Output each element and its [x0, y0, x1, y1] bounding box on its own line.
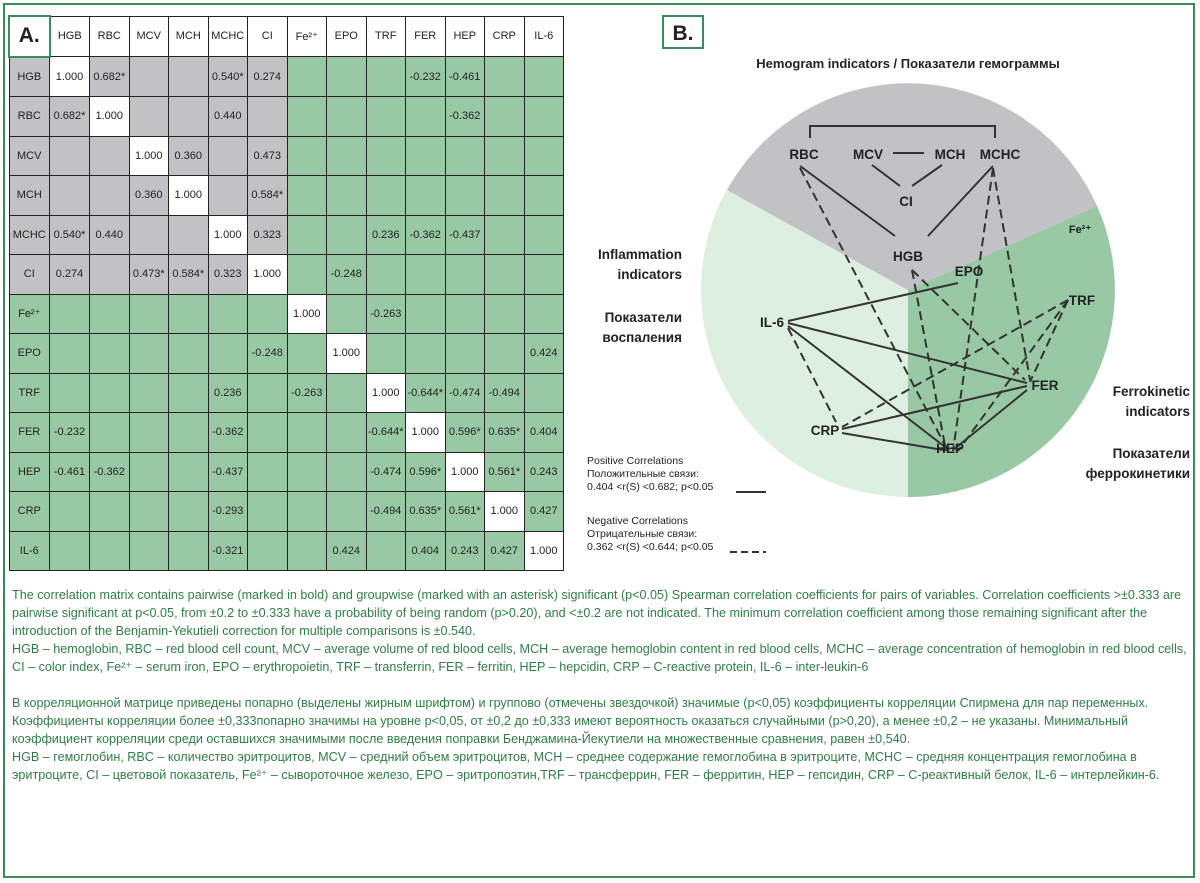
matrix-cell [287, 97, 327, 137]
matrix-cell: 0.584* [248, 176, 288, 216]
matrix-cell: 0.274 [248, 57, 288, 97]
matrix-cell [90, 294, 130, 334]
matrix-cell [287, 215, 327, 255]
matrix-cell [485, 334, 525, 374]
matrix-row [9, 97, 564, 137]
matrix-cell [50, 492, 90, 532]
legend-positive-title: Positive Correlations [587, 455, 684, 467]
matrix-cell [366, 255, 406, 295]
matrix-cell [129, 294, 169, 334]
matrix-cell: -0.232 [50, 413, 90, 453]
matrix-cell [524, 373, 564, 413]
matrix-cell: 0.473* [129, 255, 169, 295]
matrix-cell: 0.540* [50, 215, 90, 255]
matrix-row [9, 255, 564, 295]
matrix-cell [406, 334, 446, 374]
matrix-cell [366, 57, 406, 97]
matrix-cell: 0.427 [524, 492, 564, 532]
matrix-diagonal-cell: 1.000 [169, 176, 209, 216]
matrix-cell [366, 97, 406, 137]
matrix-cell [366, 334, 406, 374]
matrix-cell [524, 176, 564, 216]
legend-negative-title-ru: Отрицательные связи: [587, 528, 698, 540]
matrix-cell [485, 215, 525, 255]
matrix-row-header: MCHC [9, 215, 50, 255]
matrix-cell [169, 452, 209, 492]
matrix-cell [524, 215, 564, 255]
matrix-cell [485, 176, 525, 216]
legend-positive-range: 0.404 <r(S) <0.682; p<0.05 [587, 481, 714, 493]
matrix-cell [208, 294, 248, 334]
matrix-cell [129, 373, 169, 413]
matrix-cell [366, 136, 406, 176]
matrix-cell [129, 452, 169, 492]
matrix-cell [524, 97, 564, 137]
matrix-column-header: EPO [327, 16, 367, 57]
matrix-cell [169, 334, 209, 374]
matrix-cell [248, 413, 288, 453]
matrix-row [9, 136, 564, 176]
matrix-cell: -0.494 [366, 492, 406, 532]
caption-en-paragraph-1: The correlation matrix contains pairwise (marked in bold) and groupwise (marked with an asterisk) significant (p˂0.05) Spearman correlation coefficients for pairs of variables. Correlation coefficients >±0.333 are pairwise significant at p<0.05, from ±0.2 to ±0.333 have a probability of being random (p>0.20), and <±0.2 are not indicated. The minimum correlation coefficient among those remaining significant after the introduction of the Benjamin-Yekutieli correction for multiple comparisons is ±0.540. [12, 588, 1182, 638]
matrix-cell [485, 255, 525, 295]
matrix-row [9, 413, 564, 453]
matrix-column-header: FER [406, 16, 446, 57]
matrix-cell: -0.321 [208, 531, 248, 571]
matrix-diagonal-cell: 1.000 [129, 136, 169, 176]
inflammation-title-ru-1: Показатели [604, 310, 682, 325]
matrix-cell: 0.561* [445, 492, 485, 532]
node-mchc: MCHC [979, 147, 1021, 162]
matrix-row [9, 294, 564, 334]
matrix-cell [524, 255, 564, 295]
matrix-cell [50, 334, 90, 374]
matrix-column-header: TRF [366, 16, 406, 57]
matrix-cell [90, 492, 130, 532]
inflammation-title-en-2: indicators [617, 267, 682, 282]
matrix-cell [287, 176, 327, 216]
matrix-cell [524, 57, 564, 97]
matrix-header-row [9, 16, 564, 57]
matrix-cell: 0.473 [248, 136, 288, 176]
matrix-cell [287, 334, 327, 374]
matrix-cell [169, 492, 209, 532]
matrix-cell: 0.561* [485, 452, 525, 492]
matrix-column-header: HEP [445, 16, 485, 57]
matrix-cell: -0.437 [445, 215, 485, 255]
matrix-cell [445, 255, 485, 295]
matrix-cell: -0.362 [406, 215, 446, 255]
matrix-cell [90, 136, 130, 176]
matrix-cell [485, 97, 525, 137]
node-fe: Fe²⁺ [1068, 224, 1092, 236]
matrix-cell [524, 136, 564, 176]
matrix-diagonal-cell: 1.000 [90, 97, 130, 137]
matrix-cell: -0.232 [406, 57, 446, 97]
matrix-diagonal-cell: 1.000 [406, 413, 446, 453]
matrix-column-header: Fe²⁺ [287, 16, 327, 57]
ferrokinetic-title-ru-1: Показатели [1112, 446, 1190, 461]
matrix-cell [129, 413, 169, 453]
matrix-cell [445, 294, 485, 334]
node-fer: FER [1031, 378, 1059, 393]
matrix-cell [287, 255, 327, 295]
matrix-diagonal-cell: 1.000 [208, 215, 248, 255]
ferrokinetic-title-ru-2: феррокинетики [1085, 466, 1190, 481]
legend-positive-title-ru: Положительные связи: [587, 468, 699, 480]
matrix-cell: -0.437 [208, 452, 248, 492]
matrix-cell [90, 413, 130, 453]
matrix-cell: 0.404 [524, 413, 564, 453]
matrix-row-header: HGB [9, 57, 50, 97]
node-ci: CI [899, 194, 913, 209]
matrix-cell [406, 97, 446, 137]
matrix-cell: -0.248 [248, 334, 288, 374]
matrix-row-header: IL-6 [9, 531, 50, 571]
matrix-cell [327, 294, 367, 334]
matrix-cell [406, 255, 446, 295]
matrix-cell [248, 97, 288, 137]
matrix-cell [90, 373, 130, 413]
matrix-cell [248, 531, 288, 571]
matrix-cell: 0.243 [524, 452, 564, 492]
matrix-cell: -0.362 [90, 452, 130, 492]
legend-negative-title: Negative Correlations [587, 515, 688, 527]
matrix-cell [445, 334, 485, 374]
matrix-cell: 0.440 [90, 215, 130, 255]
matrix-cell [90, 176, 130, 216]
matrix-diagonal-cell: 1.000 [287, 294, 327, 334]
matrix-cell [169, 413, 209, 453]
matrix-cell: 0.360 [129, 176, 169, 216]
matrix-cell [366, 531, 406, 571]
node-mch: MCH [934, 147, 966, 162]
matrix-cell: 0.236 [366, 215, 406, 255]
matrix-column-header: CRP [485, 16, 525, 57]
matrix-row [9, 492, 564, 532]
matrix-cell: 0.236 [208, 373, 248, 413]
matrix-cell [50, 294, 90, 334]
inflammation-title-ru-2: воспаления [602, 330, 682, 345]
matrix-cell [445, 176, 485, 216]
matrix-cell: -0.263 [287, 373, 327, 413]
node-hgb: HGB [893, 249, 923, 264]
node-trf: TRF [1068, 293, 1096, 308]
matrix-diagonal-cell: 1.000 [524, 531, 564, 571]
matrix-cell [169, 531, 209, 571]
matrix-cell: 0.540* [208, 57, 248, 97]
matrix-cell [287, 531, 327, 571]
matrix-row-header: TRF [9, 373, 50, 413]
matrix-cell [50, 373, 90, 413]
matrix-cell [327, 492, 367, 532]
matrix-cell: 0.360 [169, 136, 209, 176]
matrix-cell [50, 136, 90, 176]
matrix-cell: -0.293 [208, 492, 248, 532]
matrix-cell [248, 492, 288, 532]
matrix-cell [50, 176, 90, 216]
matrix-column-header: MCHC [208, 16, 248, 57]
correlation-matrix-panel [8, 15, 564, 571]
matrix-column-header: HGB [50, 16, 90, 57]
matrix-diagonal-cell: 1.000 [485, 492, 525, 532]
node-hep: HEP [936, 441, 964, 456]
matrix-row [9, 373, 564, 413]
ferrokinetic-title-en-1: Ferrokinetic [1112, 384, 1190, 399]
matrix-cell: 0.440 [208, 97, 248, 137]
panel-a-label [9, 16, 50, 57]
matrix-cell: 0.323 [248, 215, 288, 255]
matrix-cell: -0.248 [327, 255, 367, 295]
matrix-cell [169, 97, 209, 137]
matrix-column-header: IL-6 [524, 16, 564, 57]
matrix-row-header: MCV [9, 136, 50, 176]
matrix-cell [287, 57, 327, 97]
matrix-cell [90, 334, 130, 374]
matrix-row [9, 531, 564, 571]
matrix-row-header: FER [9, 413, 50, 453]
hemogram-title: Hemogram indicators / Показатели гемограммы [756, 56, 1060, 71]
ferrokinetic-title-en-2: indicators [1125, 404, 1190, 419]
matrix-cell [50, 531, 90, 571]
matrix-cell: 0.584* [169, 255, 209, 295]
matrix-cell [406, 294, 446, 334]
matrix-cell: 0.596* [406, 452, 446, 492]
figure-caption [12, 586, 1188, 784]
matrix-cell: 0.682* [90, 57, 130, 97]
matrix-cell [248, 452, 288, 492]
matrix-cell [327, 176, 367, 216]
matrix-cell: 0.424 [327, 531, 367, 571]
matrix-row-header: CRP [9, 492, 50, 532]
matrix-cell [366, 176, 406, 216]
matrix-row [9, 57, 564, 97]
matrix-cell: 0.424 [524, 334, 564, 374]
matrix-column-header: CI [248, 16, 288, 57]
matrix-cell: -0.263 [366, 294, 406, 334]
matrix-diagonal-cell: 1.000 [445, 452, 485, 492]
matrix-cell: -0.362 [208, 413, 248, 453]
matrix-cell [327, 452, 367, 492]
matrix-cell [169, 57, 209, 97]
matrix-diagonal-cell: 1.000 [366, 373, 406, 413]
matrix-cell [248, 373, 288, 413]
legend-positive [587, 455, 713, 494]
matrix-cell: 0.682* [50, 97, 90, 137]
matrix-cell [524, 294, 564, 334]
matrix-cell: 0.243 [445, 531, 485, 571]
matrix-cell [169, 215, 209, 255]
matrix-cell: 0.323 [208, 255, 248, 295]
matrix-cell [208, 176, 248, 216]
matrix-cell: -0.644* [366, 413, 406, 453]
matrix-row-header: RBC [9, 97, 50, 137]
node-crp: CRP [810, 423, 840, 438]
matrix-cell [327, 413, 367, 453]
matrix-diagonal-cell: 1.000 [327, 334, 367, 374]
matrix-cell: -0.474 [445, 373, 485, 413]
legend-negative [587, 515, 713, 554]
correlation-matrix [8, 15, 564, 571]
matrix-diagonal-cell: 1.000 [50, 57, 90, 97]
matrix-cell [445, 136, 485, 176]
legend-negative-range: 0.362 <r(S) <0.644; p<0.05 [587, 541, 714, 553]
matrix-diagonal-cell: 1.000 [248, 255, 288, 295]
matrix-cell: 0.635* [406, 492, 446, 532]
matrix-row [9, 215, 564, 255]
matrix-row-header: HEP [9, 452, 50, 492]
matrix-cell [287, 492, 327, 532]
matrix-cell [90, 255, 130, 295]
panel-a-label-text: A. [18, 24, 40, 48]
matrix-cell [129, 334, 169, 374]
matrix-cell: -0.461 [50, 452, 90, 492]
matrix-column-header: MCV [129, 16, 169, 57]
matrix-row-header: MCH [9, 176, 50, 216]
matrix-cell: -0.474 [366, 452, 406, 492]
matrix-row-header: EPO [9, 334, 50, 374]
matrix-cell: 0.404 [406, 531, 446, 571]
matrix-cell: 0.596* [445, 413, 485, 453]
matrix-cell [327, 97, 367, 137]
matrix-cell: -0.362 [445, 97, 485, 137]
matrix-column-header: RBC [90, 16, 130, 57]
matrix-cell [485, 294, 525, 334]
matrix-column-header: MCH [169, 16, 209, 57]
matrix-cell: -0.461 [445, 57, 485, 97]
correlation-network-panel [560, 8, 1200, 578]
matrix-cell [327, 215, 367, 255]
matrix-row [9, 452, 564, 492]
matrix-cell [129, 97, 169, 137]
matrix-cell: -0.644* [406, 373, 446, 413]
matrix-cell [129, 492, 169, 532]
matrix-cell: -0.494 [485, 373, 525, 413]
matrix-cell [169, 294, 209, 334]
matrix-row-header: Fe²⁺ [9, 294, 50, 334]
matrix-cell [406, 176, 446, 216]
matrix-cell [287, 413, 327, 453]
matrix-cell [129, 215, 169, 255]
caption-en-paragraph-2: HGB – hemoglobin, RBC – red blood cell count, MCV – average volume of red blood cells, MCH – average hemoglobin content in red blood cells, MCHC – average concentration of hemoglobin in red blood cells, CI – color index, Fe²⁺ – serum iron, EPO – erythropoietin, TRF – transferrin, FER – ferritin, HEP – hepcidin, CRP – C-reactive protein, IL-6 – inter-leukin-6 [12, 642, 1187, 674]
matrix-row-header: CI [9, 255, 50, 295]
inflammation-title-en-1: Inflammation [597, 247, 682, 262]
matrix-cell [406, 136, 446, 176]
matrix-cell: 0.274 [50, 255, 90, 295]
matrix-cell [208, 334, 248, 374]
matrix-cell [287, 136, 327, 176]
node-rbc: RBC [789, 147, 819, 162]
caption-ru-paragraph-1: В корреляционной матрице приведены попарно (выделены жирным шрифтом) и группово (отмечены звездочкой) значимые (p˂0,05) коэффициенты корреляции Спирмена для пар переменных. Коэффициенты корреляции более ±0,333попарно значимы на уровне p<0,05, от ±0,2 до ±0,333 имеют вероятность оказаться случайными (p>0,20), а менее ±0,2 – не указаны. Минимальный коэффициент корреляции среди оставшихся значимыми после введения поправки Бенджамина-Йекутиели на множественные сравнения, равен ±0,540. [12, 696, 1149, 746]
matrix-cell [485, 136, 525, 176]
matrix-cell [327, 373, 367, 413]
matrix-cell: 0.635* [485, 413, 525, 453]
matrix-cell [327, 136, 367, 176]
matrix-cell [287, 452, 327, 492]
caption-ru-paragraph-2: HGB – гемоглобин, RBC – количество эритроцитов, MCV – средний объем эритроцитов, MCH – среднее содержание гемоглобина в эритроците, MCHC – средняя концентрация гемоглобина в эритроците, CI – цветовой показатель, Fe²⁺ – сывороточное железо, EPO – эритропоэтин,TRF – трансферрин, FER – ферритин, HEP – гепсидин, CRP – C-реактивный белок, IL-6 – интерлейкин-6. [12, 750, 1160, 782]
node-il6: IL-6 [759, 315, 785, 330]
matrix-cell [129, 57, 169, 97]
matrix-cell [327, 57, 367, 97]
matrix-cell [90, 531, 130, 571]
matrix-row [9, 334, 564, 374]
matrix-cell [129, 531, 169, 571]
matrix-cell [208, 136, 248, 176]
matrix-cell [248, 294, 288, 334]
matrix-cell [485, 57, 525, 97]
matrix-row [9, 176, 564, 216]
node-epo: EPO [954, 264, 984, 279]
node-mcv: MCV [853, 147, 883, 162]
matrix-cell [169, 373, 209, 413]
matrix-cell: 0.427 [485, 531, 525, 571]
panel-b-label: B. [672, 22, 694, 45]
